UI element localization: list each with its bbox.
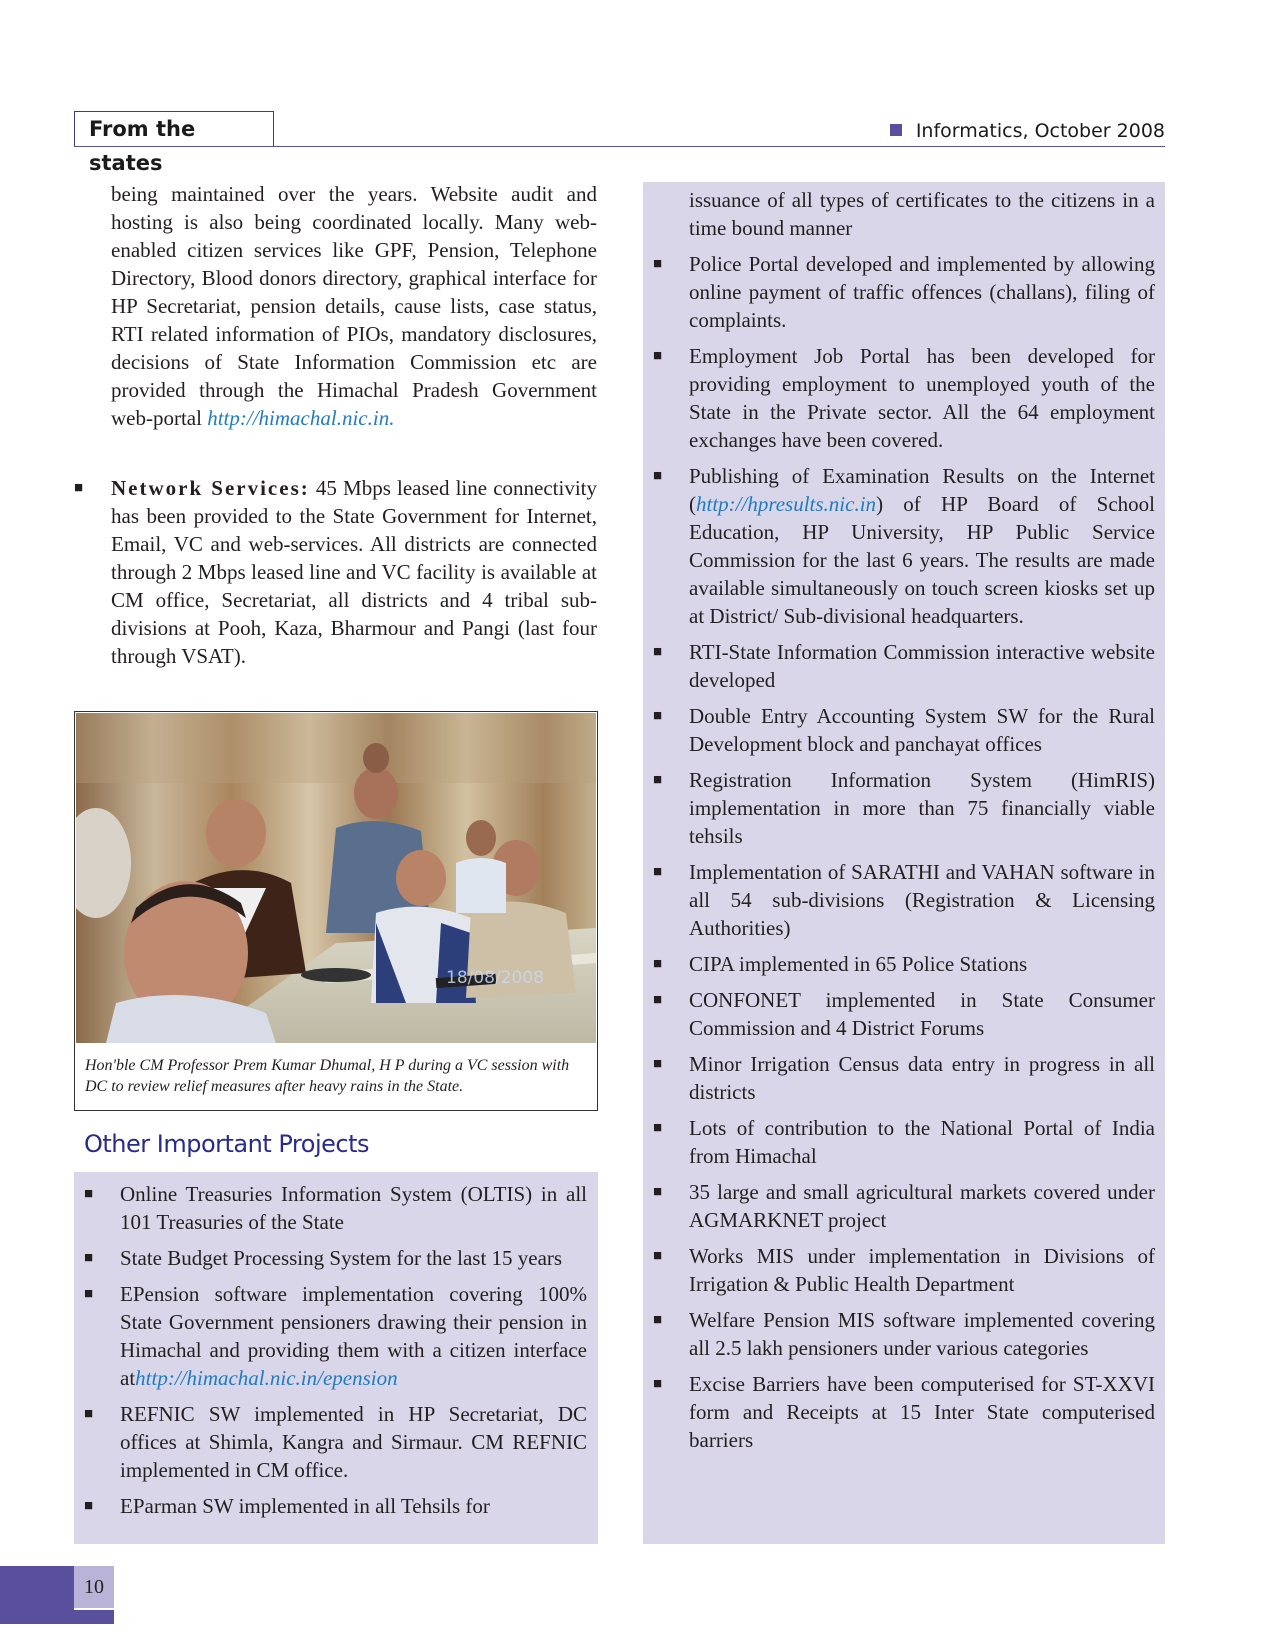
list-item xyxy=(653,702,1155,758)
list-item-text: REFNIC SW implemented in HP Secretariat, DC offices at Shimla, Kangra and Sirmaur. CM REFNIC implemented in CM office. xyxy=(120,1402,587,1482)
network-services-text: 45 Mbps leased line connectivity has been provided to the State Government for Internet, Email, VC and web-services. All districts are connected through 2 Mbps leased line and VC facility is available at CM office, Secretariat, all districts and 4 tribal sub-divisions at Pooh, Kaza, Bharmour and Pangi (last four through VSAT). xyxy=(111,476,598,668)
vc-session-photo xyxy=(76,713,596,1043)
list-item xyxy=(653,858,1155,942)
list-item xyxy=(653,1050,1155,1106)
list-item xyxy=(653,342,1155,454)
list-item xyxy=(653,1242,1155,1298)
list-item xyxy=(84,1492,587,1520)
square-bullet-icon: ■ xyxy=(653,1184,663,1200)
square-bullet-icon: ■ xyxy=(653,1056,663,1072)
square-bullet-icon: ■ xyxy=(653,864,663,880)
hpresults-link[interactable]: http://hpresults.nic.in xyxy=(696,492,877,516)
projects-list-right xyxy=(653,250,1155,1462)
list-item-text: Lots of contribution to the National Portal of India from Himachal xyxy=(689,1116,1155,1168)
projects-list-left xyxy=(84,1180,587,1528)
square-bullet-icon: ■ xyxy=(84,1186,94,1202)
list-item-text: Minor Irrigation Census data entry in progress in all districts xyxy=(689,1052,1155,1104)
list-item xyxy=(84,1180,587,1236)
list-item-text: State Budget Processing System for the last 15 years xyxy=(120,1246,563,1270)
square-marker-icon xyxy=(890,124,902,136)
list-item-text: Works MIS under implementation in Divisions of Irrigation & Public Health Department xyxy=(689,1244,1155,1296)
list-item-text: Online Treasuries Information System (OLTIS) in all 101 Treasuries of the State xyxy=(120,1182,587,1234)
square-bullet-icon: ■ xyxy=(84,1250,94,1266)
square-bullet-icon: ■ xyxy=(653,644,663,660)
projects-heading: Other Important Projects xyxy=(84,1130,369,1158)
list-item xyxy=(653,1370,1155,1454)
issue-text: Informatics, October 2008 xyxy=(915,120,1165,142)
list-item xyxy=(84,1400,587,1484)
photo-caption: Hon'ble CM Professor Prem Kumar Dhumal, H P during a VC session with DC to review relief measures after heavy rains in the State. xyxy=(85,1057,570,1095)
square-bullet-icon: ■ xyxy=(653,468,663,484)
intro-text: being maintained over the years. Website audit and hosting is also being coordinated locally. Many web-enabled citizen services like GPF, Pension, Telephone Directory, Blood donors directory, graphical interface for HP Secretariat, pension details, cause lists, case status, RTI related information of PIOs, mandatory disclosures, decisions of State Information Commission etc are provided through the Himachal Pradesh Government web-portal xyxy=(111,182,597,430)
square-bullet-icon: ■ xyxy=(653,772,663,788)
square-bullet-icon: ■ xyxy=(653,708,663,724)
list-item xyxy=(653,462,1155,630)
square-bullet-icon: ■ xyxy=(653,956,663,972)
network-services-title: Network Services: xyxy=(111,476,310,500)
list-item-text: Implementation of SARATHI and VAHAN software in all 54 sub-divisions (Registration & Licensing Authorities) xyxy=(689,860,1155,940)
list-item-text: 35 large and small agricultural markets covered under AGMARKNET project xyxy=(689,1180,1155,1232)
footer-accent-strip xyxy=(74,1610,114,1624)
list-item xyxy=(653,1306,1155,1362)
list-item-text: RTI-State Information Commission interactive website developed xyxy=(689,640,1155,692)
section-title: From the states xyxy=(74,111,274,147)
page-number: 10 xyxy=(74,1566,114,1608)
list-item xyxy=(653,950,1155,978)
square-bullet-icon: ■ xyxy=(653,1248,663,1264)
square-bullet-icon: ■ xyxy=(84,1406,94,1422)
list-item-text: ) of HP Board of School Education, HP University, HP Public Service Commission for the last 6 years. The results are made available simultaneously on touch screen kiosks set up at District/ Sub-divisional headquarters. xyxy=(689,492,1155,628)
list-item-text: CONFONET implemented in State Consumer Commission and 4 District Forums xyxy=(689,988,1155,1040)
square-bullet-icon: ■ xyxy=(653,256,663,272)
list-item xyxy=(653,638,1155,694)
himachal-portal-link[interactable]: http://himachal.nic.in. xyxy=(207,406,395,430)
list-item-text: Double Entry Accounting System SW for the Rural Development block and panchayat offices xyxy=(689,704,1155,756)
list-item xyxy=(653,1178,1155,1234)
list-item-text: CIPA implemented in 65 Police Stations xyxy=(689,952,1028,976)
square-bullet-icon: ■ xyxy=(653,1312,663,1328)
square-bullet-icon: ■ xyxy=(84,1498,94,1514)
list-item xyxy=(84,1244,587,1272)
list-item xyxy=(653,1114,1155,1170)
epension-link[interactable]: http://himachal.nic.in/epension xyxy=(135,1366,398,1390)
photo-date-stamp: 18/08/2008 xyxy=(446,968,544,988)
intro-paragraph xyxy=(111,180,597,432)
list-item-text: Employment Job Portal has been developed for providing employment to unemployed youth of the State in the Private sector. All the 64 employment exchanges have been covered. xyxy=(689,344,1155,452)
square-bullet-icon: ■ xyxy=(74,480,84,496)
square-bullet-icon: ■ xyxy=(653,1120,663,1136)
list-item-text: EParman SW implemented in all Tehsils for xyxy=(120,1494,490,1518)
list-item xyxy=(653,766,1155,850)
footer-accent-block xyxy=(0,1566,74,1624)
list-item-text: Welfare Pension MIS software implemented covering all 2.5 lakh pensioners under various categories xyxy=(689,1308,1155,1360)
square-bullet-icon: ■ xyxy=(653,1376,663,1392)
square-bullet-icon: ■ xyxy=(84,1286,94,1302)
list-item-text: EPension software implementation covering 100% State Government pensioners drawing their pension in Himachal and providing them with a citizen interface at xyxy=(120,1282,587,1390)
issue-label xyxy=(890,120,1165,142)
right-continuation-text: issuance of all types of certificates to the citizens in a time bound manner xyxy=(689,188,1155,240)
list-item-text: Police Portal developed and implemented by allowing online payment of traffic offences (challans), filing of complaints. xyxy=(689,252,1155,332)
list-item-text: Excise Barriers have been computerised for ST-XXVI form and Receipts at 15 Inter State computerised barriers xyxy=(689,1372,1155,1452)
list-item xyxy=(84,1280,587,1392)
list-item xyxy=(653,986,1155,1042)
header-rule xyxy=(74,146,1165,147)
photo-figure xyxy=(74,711,598,1111)
network-services-item xyxy=(74,474,597,670)
list-item-text: Publishing of Examination Results on the Internet ( xyxy=(689,464,1155,516)
square-bullet-icon: ■ xyxy=(653,348,663,364)
list-item-text: Registration Information System (HimRIS) implementation in more than 75 financially viable tehsils xyxy=(689,768,1155,848)
list-item xyxy=(653,250,1155,334)
square-bullet-icon: ■ xyxy=(653,992,663,1008)
